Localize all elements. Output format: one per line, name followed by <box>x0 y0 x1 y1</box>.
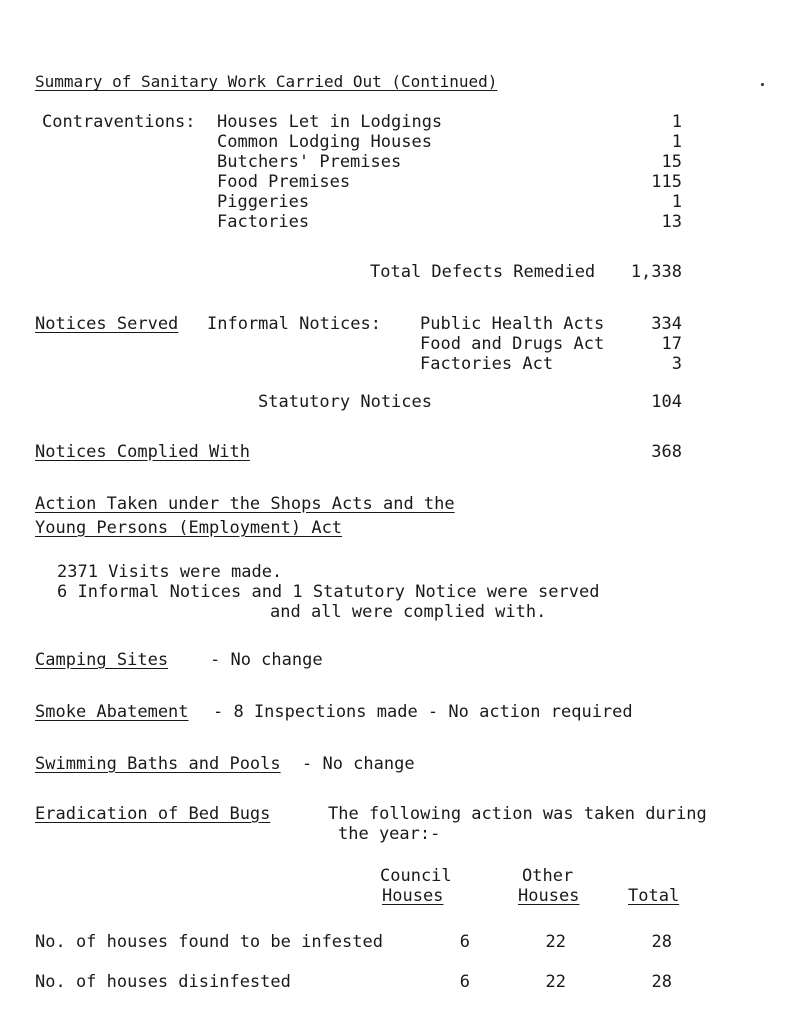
shops-act-heading: Action Taken under the Shops Acts and the <box>35 494 455 514</box>
contravention-count: 1 <box>671 112 682 132</box>
table-cell-other: 22 <box>545 932 566 952</box>
table-cell-total: 28 <box>651 932 672 952</box>
contravention-count: 13 <box>661 212 682 232</box>
contravention-name: Food Premises <box>217 172 351 192</box>
informal-notices-label: Informal Notices: <box>207 314 381 334</box>
notices-served-label: Notices Served <box>35 314 179 334</box>
contravention-count: 115 <box>651 172 682 192</box>
notices-complied-label: Notices Complied With <box>35 442 250 462</box>
column-header-council-houses: Houses <box>382 886 444 906</box>
statutory-notices-count: 104 <box>651 392 682 412</box>
informal-notice-name: Food and Drugs Act <box>420 334 605 354</box>
shops-act-line: 6 Informal Notices and 1 Statutory Notice were served <box>57 582 600 602</box>
smoke-label: Smoke Abatement <box>35 702 189 722</box>
bed-bugs-text: the year:- <box>338 824 441 844</box>
table-cell-total: 28 <box>651 972 672 992</box>
smoke-text: - 8 Inspections made - No action required <box>213 702 633 722</box>
informal-notice-count: 3 <box>671 354 682 374</box>
swimming-text: - No change <box>302 754 415 774</box>
informal-notice-name: Public Health Acts <box>420 314 605 334</box>
informal-notice-name: Factories Act <box>420 354 554 374</box>
statutory-notices-label: Statutory Notices <box>258 392 432 412</box>
contravention-count: 15 <box>661 152 682 172</box>
informal-notice-count: 334 <box>651 314 682 334</box>
informal-notice-count: 17 <box>661 334 682 354</box>
contravention-count: 1 <box>671 192 682 212</box>
contravention-name: Houses Let in Lodgings <box>217 112 443 132</box>
total-defects-value: 1,338 <box>630 262 682 282</box>
page-heading: Summary of Sanitary Work Carried Out (Continued) <box>35 72 498 91</box>
contravention-name: Common Lodging Houses <box>217 132 432 152</box>
swimming-label: Swimming Baths and Pools <box>35 754 281 774</box>
margin-dot <box>761 83 764 86</box>
contravention-name: Butchers' Premises <box>217 152 402 172</box>
contravention-count: 1 <box>671 132 682 152</box>
column-header-total: Total <box>628 886 680 906</box>
table-row-label: No. of houses found to be infested <box>35 932 383 952</box>
column-header-other: Other <box>522 866 574 886</box>
contraventions-label: Contraventions: <box>42 112 196 132</box>
bed-bugs-text: The following action was taken during <box>328 804 707 824</box>
shops-act-line: and all were complied with. <box>270 602 547 622</box>
column-header-other-houses: Houses <box>518 886 580 906</box>
camping-text: - No change <box>210 650 323 670</box>
table-cell-other: 22 <box>545 972 566 992</box>
table-cell-council: 6 <box>459 932 470 952</box>
bed-bugs-label: Eradication of Bed Bugs <box>35 804 271 824</box>
notices-complied-count: 368 <box>651 442 682 462</box>
table-cell-council: 6 <box>459 972 470 992</box>
shops-act-heading-cont: Young Persons (Employment) Act <box>35 518 343 538</box>
total-defects-label: Total Defects Remedied <box>370 262 596 282</box>
contravention-name: Piggeries <box>217 192 310 212</box>
table-row-label: No. of houses disinfested <box>35 972 291 992</box>
contravention-name: Factories <box>217 212 310 232</box>
column-header-council: Council <box>380 866 452 886</box>
camping-label: Camping Sites <box>35 650 169 670</box>
shops-act-line: 2371 Visits were made. <box>57 562 283 582</box>
